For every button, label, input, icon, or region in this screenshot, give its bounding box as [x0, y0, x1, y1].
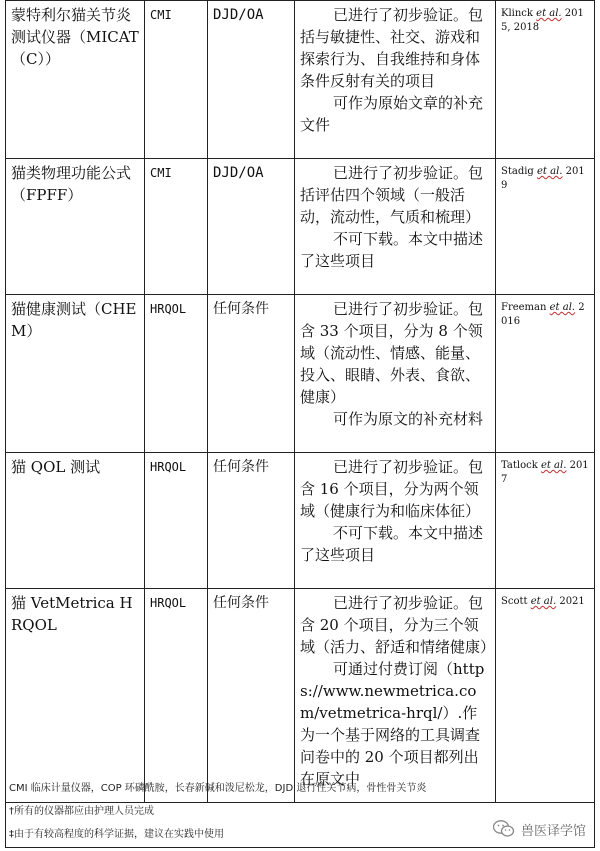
table-row — [6, 159, 595, 295]
ref-year: 2017 — [501, 460, 589, 485]
instrument-description — [295, 453, 496, 589]
footnote-caregiver: †所有的仪器都应由护理人员完成 — [9, 806, 154, 817]
ref-year: 2021 — [556, 596, 585, 607]
description-text: 已进行了初步验证。包括评估四个领域（一般活动，流动性，气质和梳理） — [300, 164, 484, 226]
ref-etal: et al. — [536, 8, 562, 19]
instrument-use: 任何条件 — [208, 589, 295, 803]
ref-etal: et al. — [549, 302, 576, 313]
ref-etal: et al. — [537, 166, 563, 177]
reference — [496, 589, 595, 803]
ref-etal: et al. — [530, 596, 557, 607]
description-text: 已进行了初步验证。包含 20 个项目，分为三个领域（活力、舒适和情绪健康） — [300, 594, 496, 656]
instrument-type: HRQOL — [145, 453, 208, 589]
instrument-type: CMI — [145, 159, 208, 295]
availability-text: 不可下载。本文中描述了这些项目 — [300, 230, 484, 270]
ref-year: 2016 — [501, 302, 585, 327]
availability-text: 不可下载。本文中描述了这些项目 — [300, 524, 484, 564]
description-text: 已进行了初步验证。包含 33 个项目，分为 8 个领域（流动性、情感、能量、投入、眼睛、外表、食欲、健康） — [300, 300, 484, 406]
reference — [496, 159, 595, 295]
instrument-description — [295, 589, 496, 803]
ref-year: 2015, 2018 — [501, 8, 584, 33]
instrument-name: 猫 QOL 测试 — [6, 453, 145, 589]
ref-year: 2019 — [501, 166, 585, 191]
instrument-use: 任何条件 — [208, 453, 295, 589]
reference — [496, 295, 595, 453]
ref-author: Stadig — [501, 166, 538, 177]
instrument-name: 猫健康测试（CHEM） — [6, 295, 145, 453]
footnote-recommendation: ‡由于有较高程度的科学证据，建议在实践中使用 — [9, 829, 224, 840]
table-row — [6, 295, 595, 453]
instrument-table — [5, 0, 595, 803]
availability-text: 可通过付费订阅（https://www.newmetrica.com/vetmetrica-hrql/）.作为一个基于网络的工具调查问卷中的 20 个项目都列出在原文中 — [300, 660, 485, 788]
ref-author: Scott — [501, 596, 531, 607]
ref-author: Tatlock — [501, 460, 541, 471]
reference — [496, 1, 595, 159]
wechat-icon — [493, 820, 515, 838]
ref-author: Freeman — [501, 302, 550, 313]
table-row — [6, 589, 595, 803]
table-row — [6, 453, 595, 589]
description-text: 已进行了初步验证。包括与敏捷性、社交、游戏和探索行为、自我维持和身体条件反射有关的项目 — [300, 6, 484, 90]
ref-etal: et al. — [540, 460, 567, 471]
ref-author: Klinck — [501, 8, 537, 19]
instrument-name: 猫 VetMetrica HRQOL — [6, 589, 145, 803]
table-row — [6, 1, 595, 159]
instrument-name: 猫类物理功能公式（FPFF） — [6, 159, 145, 295]
reference — [496, 453, 595, 589]
instrument-description — [295, 1, 496, 159]
instrument-type: HRQOL — [145, 589, 208, 803]
footnote-abbreviations: CMI 临床计量仪器，COP 环磷酰胺，长春新碱和泼尼松龙，DJD 退行性关节病，骨性骨关节炎 — [9, 783, 427, 794]
availability-text: 可作为原始文章的补充文件 — [300, 94, 484, 134]
watermark-text: 兽医译学馆 — [520, 823, 586, 839]
instrument-use: DJD/OA — [208, 159, 295, 295]
watermark — [493, 817, 586, 841]
instrument-type: CMI — [145, 1, 208, 159]
description-text: 已进行了初步验证。包含 16 个项目，分为两个领域（健康行为和临床体征） — [300, 458, 484, 520]
instrument-use: 任何条件 — [208, 295, 295, 453]
availability-text: 可作为原文的补充材料 — [333, 410, 484, 428]
instrument-description — [295, 159, 496, 295]
instrument-name: 蒙特利尔猫关节炎测试仪器（MICAT（C）） — [6, 1, 145, 159]
instrument-use: DJD/OA — [208, 1, 295, 159]
instrument-type: HRQOL — [145, 295, 208, 453]
instrument-description — [295, 295, 496, 453]
